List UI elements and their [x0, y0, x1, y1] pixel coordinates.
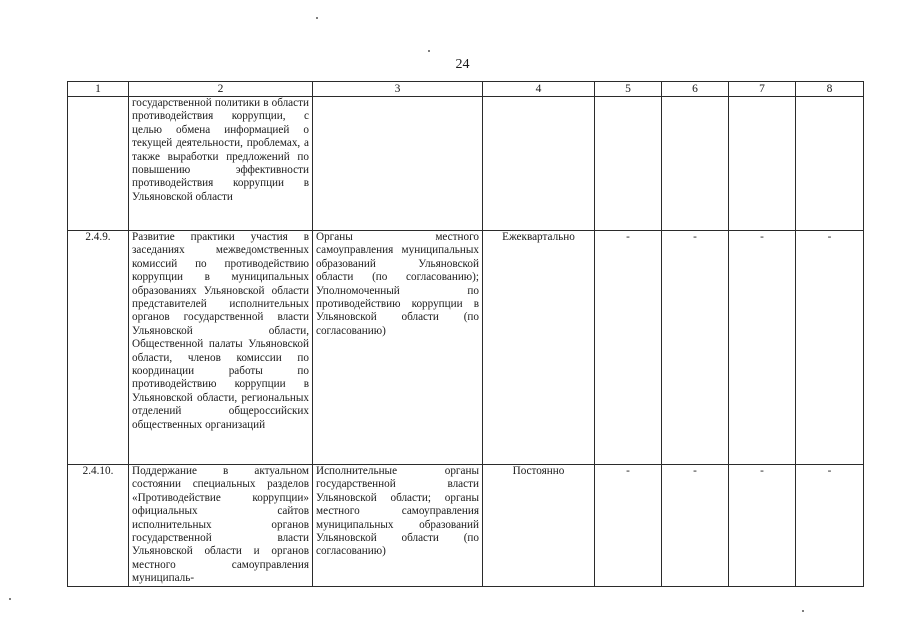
col6-cell: - [662, 231, 729, 465]
col7-cell: - [729, 231, 796, 465]
header-col-7: 7 [729, 82, 796, 97]
row-number: 2.4.10. [68, 465, 129, 587]
col6-cell: - [662, 465, 729, 587]
col7-cell [729, 97, 796, 231]
header-col-2: 2 [129, 82, 313, 97]
deadline-cell: Ежеквартально [483, 231, 595, 465]
header-col-5: 5 [595, 82, 662, 97]
executors-cell [313, 97, 483, 231]
executors-cell: Органы местного самоуправления муниципальных образований Ульяновской области (по согласованию); Уполномоченный по противодействию коррупции в Ульяновской области (по согласованию) [313, 231, 483, 465]
scan-speck [428, 50, 430, 52]
deadline-cell: Постоянно [483, 465, 595, 587]
deadline-cell [483, 97, 595, 231]
action-plan-table [67, 81, 864, 587]
header-row [68, 82, 864, 97]
measure-cell: Поддержание в актуальном состоянии специальных разделов «Противодействие коррупции» официальных сайтов исполнительных органов государственной власти Ульяновской области и органов местного самоуправления муниципаль- [129, 465, 313, 587]
col7-cell: - [729, 465, 796, 587]
col5-cell [595, 97, 662, 231]
table-row [68, 231, 864, 465]
row-number [68, 97, 129, 231]
header-col-3: 3 [313, 82, 483, 97]
col8-cell: - [796, 231, 864, 465]
table-row [68, 97, 864, 231]
col5-cell: - [595, 465, 662, 587]
col8-cell: - [796, 465, 864, 587]
executors-cell: Исполнительные органы государственной власти Ульяновской области; органы местного самоуправления муниципальных образований Ульяновской области (по согласованию) [313, 465, 483, 587]
header-col-8: 8 [796, 82, 864, 97]
header-col-1: 1 [68, 82, 129, 97]
col8-cell [796, 97, 864, 231]
measure-cell: Развитие практики участия в заседаниях межведомственных комиссий по противодействию коррупции в муниципальных образованиях Ульяновской области представителей исполнительных органов государственной власти Ульяновской области, Общественной палаты Ульяновской области, членов комиссии по координации работы по противодействию коррупции в Ульяновской области, региональных отделений общероссийских общественных организаций [129, 231, 313, 465]
row-number: 2.4.9. [68, 231, 129, 465]
table-row [68, 465, 864, 587]
page-number: 24 [455, 57, 470, 72]
scan-speck [316, 17, 318, 19]
scan-speck [9, 598, 11, 600]
measure-cell: государственной политики в области противодействия коррупции, с целью обмена информацией о текущей деятельности, проблемах, а также выработки предложений по повышению эффективности противодействия коррупции в Ульяновской области [129, 97, 313, 231]
col6-cell [662, 97, 729, 231]
scan-speck [802, 610, 804, 612]
header-col-4: 4 [483, 82, 595, 97]
col5-cell: - [595, 231, 662, 465]
header-col-6: 6 [662, 82, 729, 97]
